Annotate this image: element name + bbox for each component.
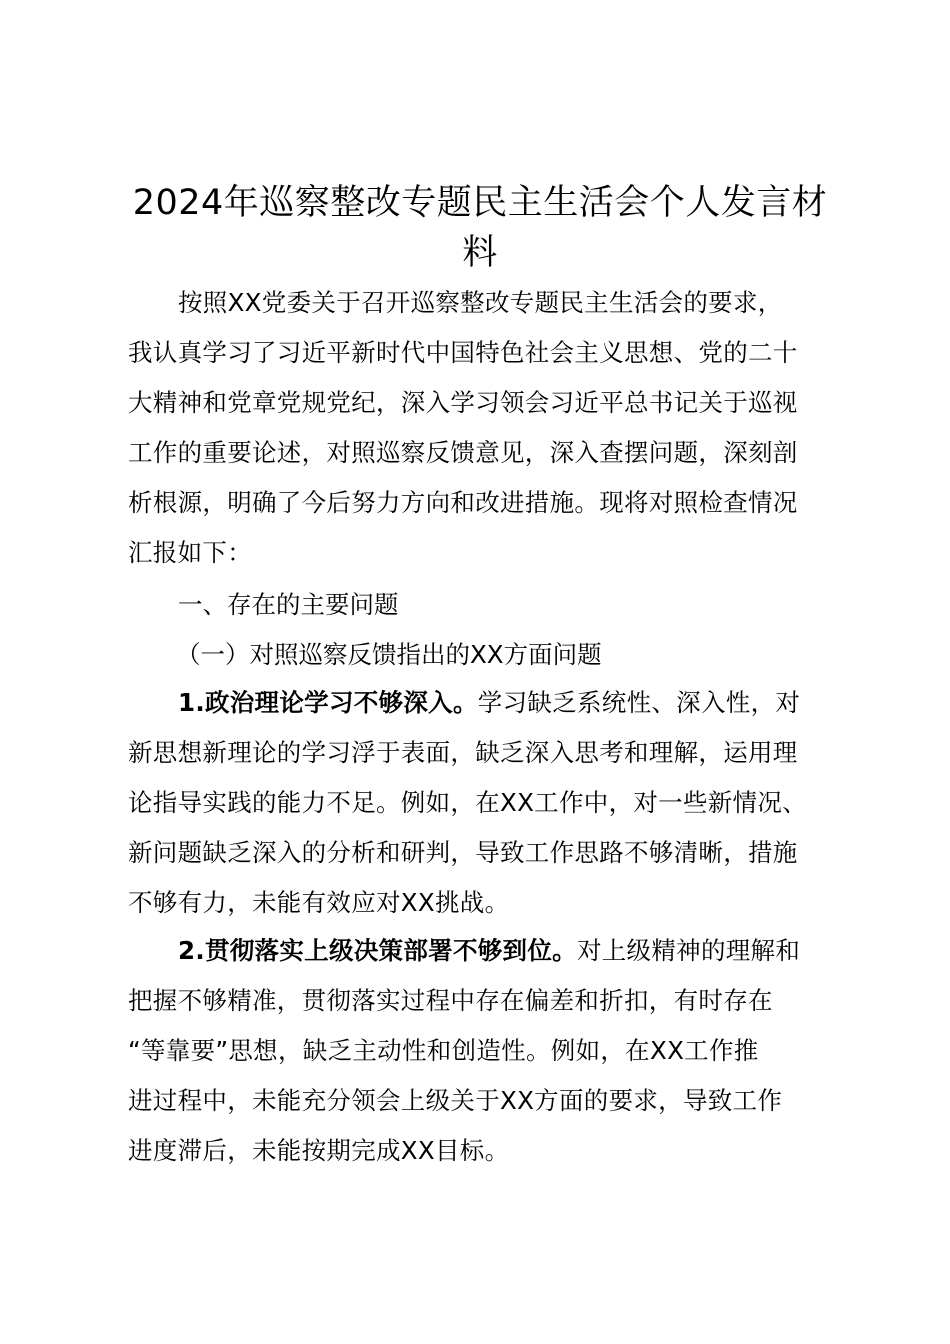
document-title <box>110 178 850 278</box>
item-2-first-line <box>178 934 898 968</box>
item-2-line: 进过程中，未能充分领会上级关于XX方面的要求，导致工作 <box>128 1086 783 1115</box>
section-heading: 一、存在的主要问题 <box>178 590 399 619</box>
title-line-1: 2024年巡察整改专题民主生活会个人发言材 <box>132 183 828 223</box>
intro-line: 我认真学习了习近平新时代中国特色社会主义思想、党的二十 <box>128 338 798 367</box>
subsection-heading: （一）对照巡察反馈指出的XX方面问题 <box>176 640 602 669</box>
item-1-line: 新思想新理论的学习浮于表面，缺乏深入思考和理解，运用理 <box>128 738 798 767</box>
item-2-line: “等靠要”思想，缺乏主动性和创造性。例如，在XX工作推 <box>128 1036 759 1065</box>
intro-line: 工作的重要论述，对照巡察反馈意见，深入查摆问题，深刻剖 <box>128 438 798 467</box>
intro-line: 按照XX党委关于召开巡察整改专题民主生活会的要求， <box>178 288 783 317</box>
item-1-line: 不够有力，未能有效应对XX挑战。 <box>128 888 510 917</box>
item-1-text: 学习缺乏系统性、深入性，对 <box>477 688 801 717</box>
item-1-heading: 1.政治理论学习不够深入。 <box>178 688 478 717</box>
intro-line: 大精神和党章党规党纪，深入学习领会习近平总书记关于巡视 <box>128 388 798 417</box>
item-2-line: 进度滞后，未能按期完成XX目标。 <box>128 1136 510 1165</box>
item-2-line: 把握不够精准，贯彻落实过程中存在偏差和折扣，有时存在 <box>128 986 773 1015</box>
title-line-2: 料 <box>462 233 498 273</box>
item-1-first-line <box>178 686 898 720</box>
intro-line: 汇报如下： <box>128 538 252 567</box>
item-1-line: 论指导实践的能力不足。例如，在XX工作中，对一些新情况、 <box>128 788 807 817</box>
item-2-heading: 2.贯彻落实上级决策部署不够到位。 <box>178 936 577 965</box>
item-1-line: 新问题缺乏深入的分析和研判，导致工作思路不够清晰，措施 <box>128 838 798 867</box>
intro-line: 析根源，明确了今后努力方向和改进措施。现将对照检查情况 <box>128 488 798 517</box>
item-2-text: 对上级精神的理解和 <box>576 936 801 965</box>
